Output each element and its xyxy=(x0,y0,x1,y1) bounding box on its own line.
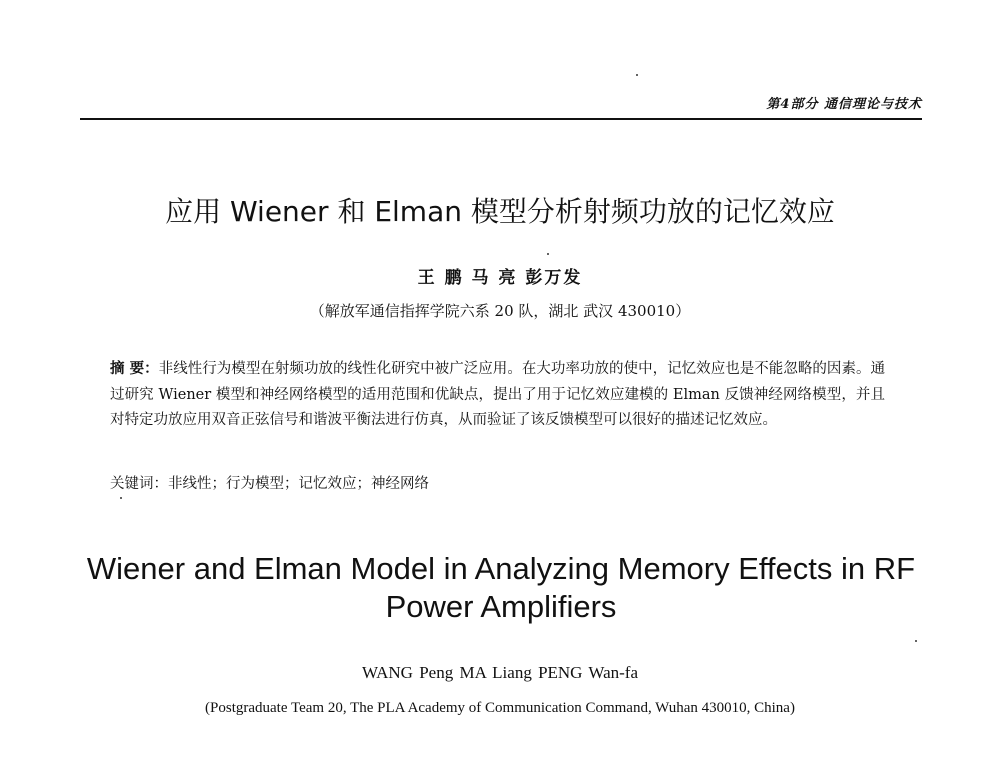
chinese-keywords xyxy=(110,473,885,495)
english-authors: WANG Peng MA Liang PENG Wan-fa xyxy=(361,663,639,682)
scan-speck xyxy=(636,74,638,76)
keywords-text: 非线性；行为模型；记忆效应；神经网络 xyxy=(168,476,429,492)
chinese-authors: 王 鹏 马 亮 彭万发 xyxy=(417,268,583,288)
chinese-title: 应用 Wiener 和 Elman 模型分析射频功放的记忆效应 xyxy=(165,195,835,228)
abstract-label: 摘 要： xyxy=(110,360,159,377)
running-head: 第4部分 通信理论与技术 xyxy=(766,97,922,112)
scan-speck xyxy=(120,497,122,499)
abstract-text: 非线性行为模型在射频功放的线性化研究中被广泛应用。在大功率功放的使中，记忆效应也是不能忽略的因素。通过研究 Wiener 模型和神经网络模型的适用范围和优缺点，提出了用于记忆效应建模的 Elman 反馈神经网络模型，并且对特定功放应用双音正弦信号和谐波平衡法进行仿真，从而验证了该反馈模型可以很好的描述记忆效应。 xyxy=(110,361,885,428)
chinese-abstract xyxy=(110,356,885,434)
scan-speck xyxy=(547,253,549,255)
scan-speck xyxy=(915,640,917,642)
english-title: Wiener and Elman Model in Analyzing Memory Effects in RF Power Amplifiers xyxy=(86,551,916,624)
header-rule xyxy=(80,118,922,120)
keywords-label: 关键词： xyxy=(110,476,168,492)
english-affiliation: (Postgraduate Team 20, The PLA Academy of Communication Command, Wuhan 430010, China) xyxy=(205,700,795,716)
chinese-affiliation: （解放军通信指挥学院六系 20 队，湖北 武汉 430010） xyxy=(309,302,691,320)
